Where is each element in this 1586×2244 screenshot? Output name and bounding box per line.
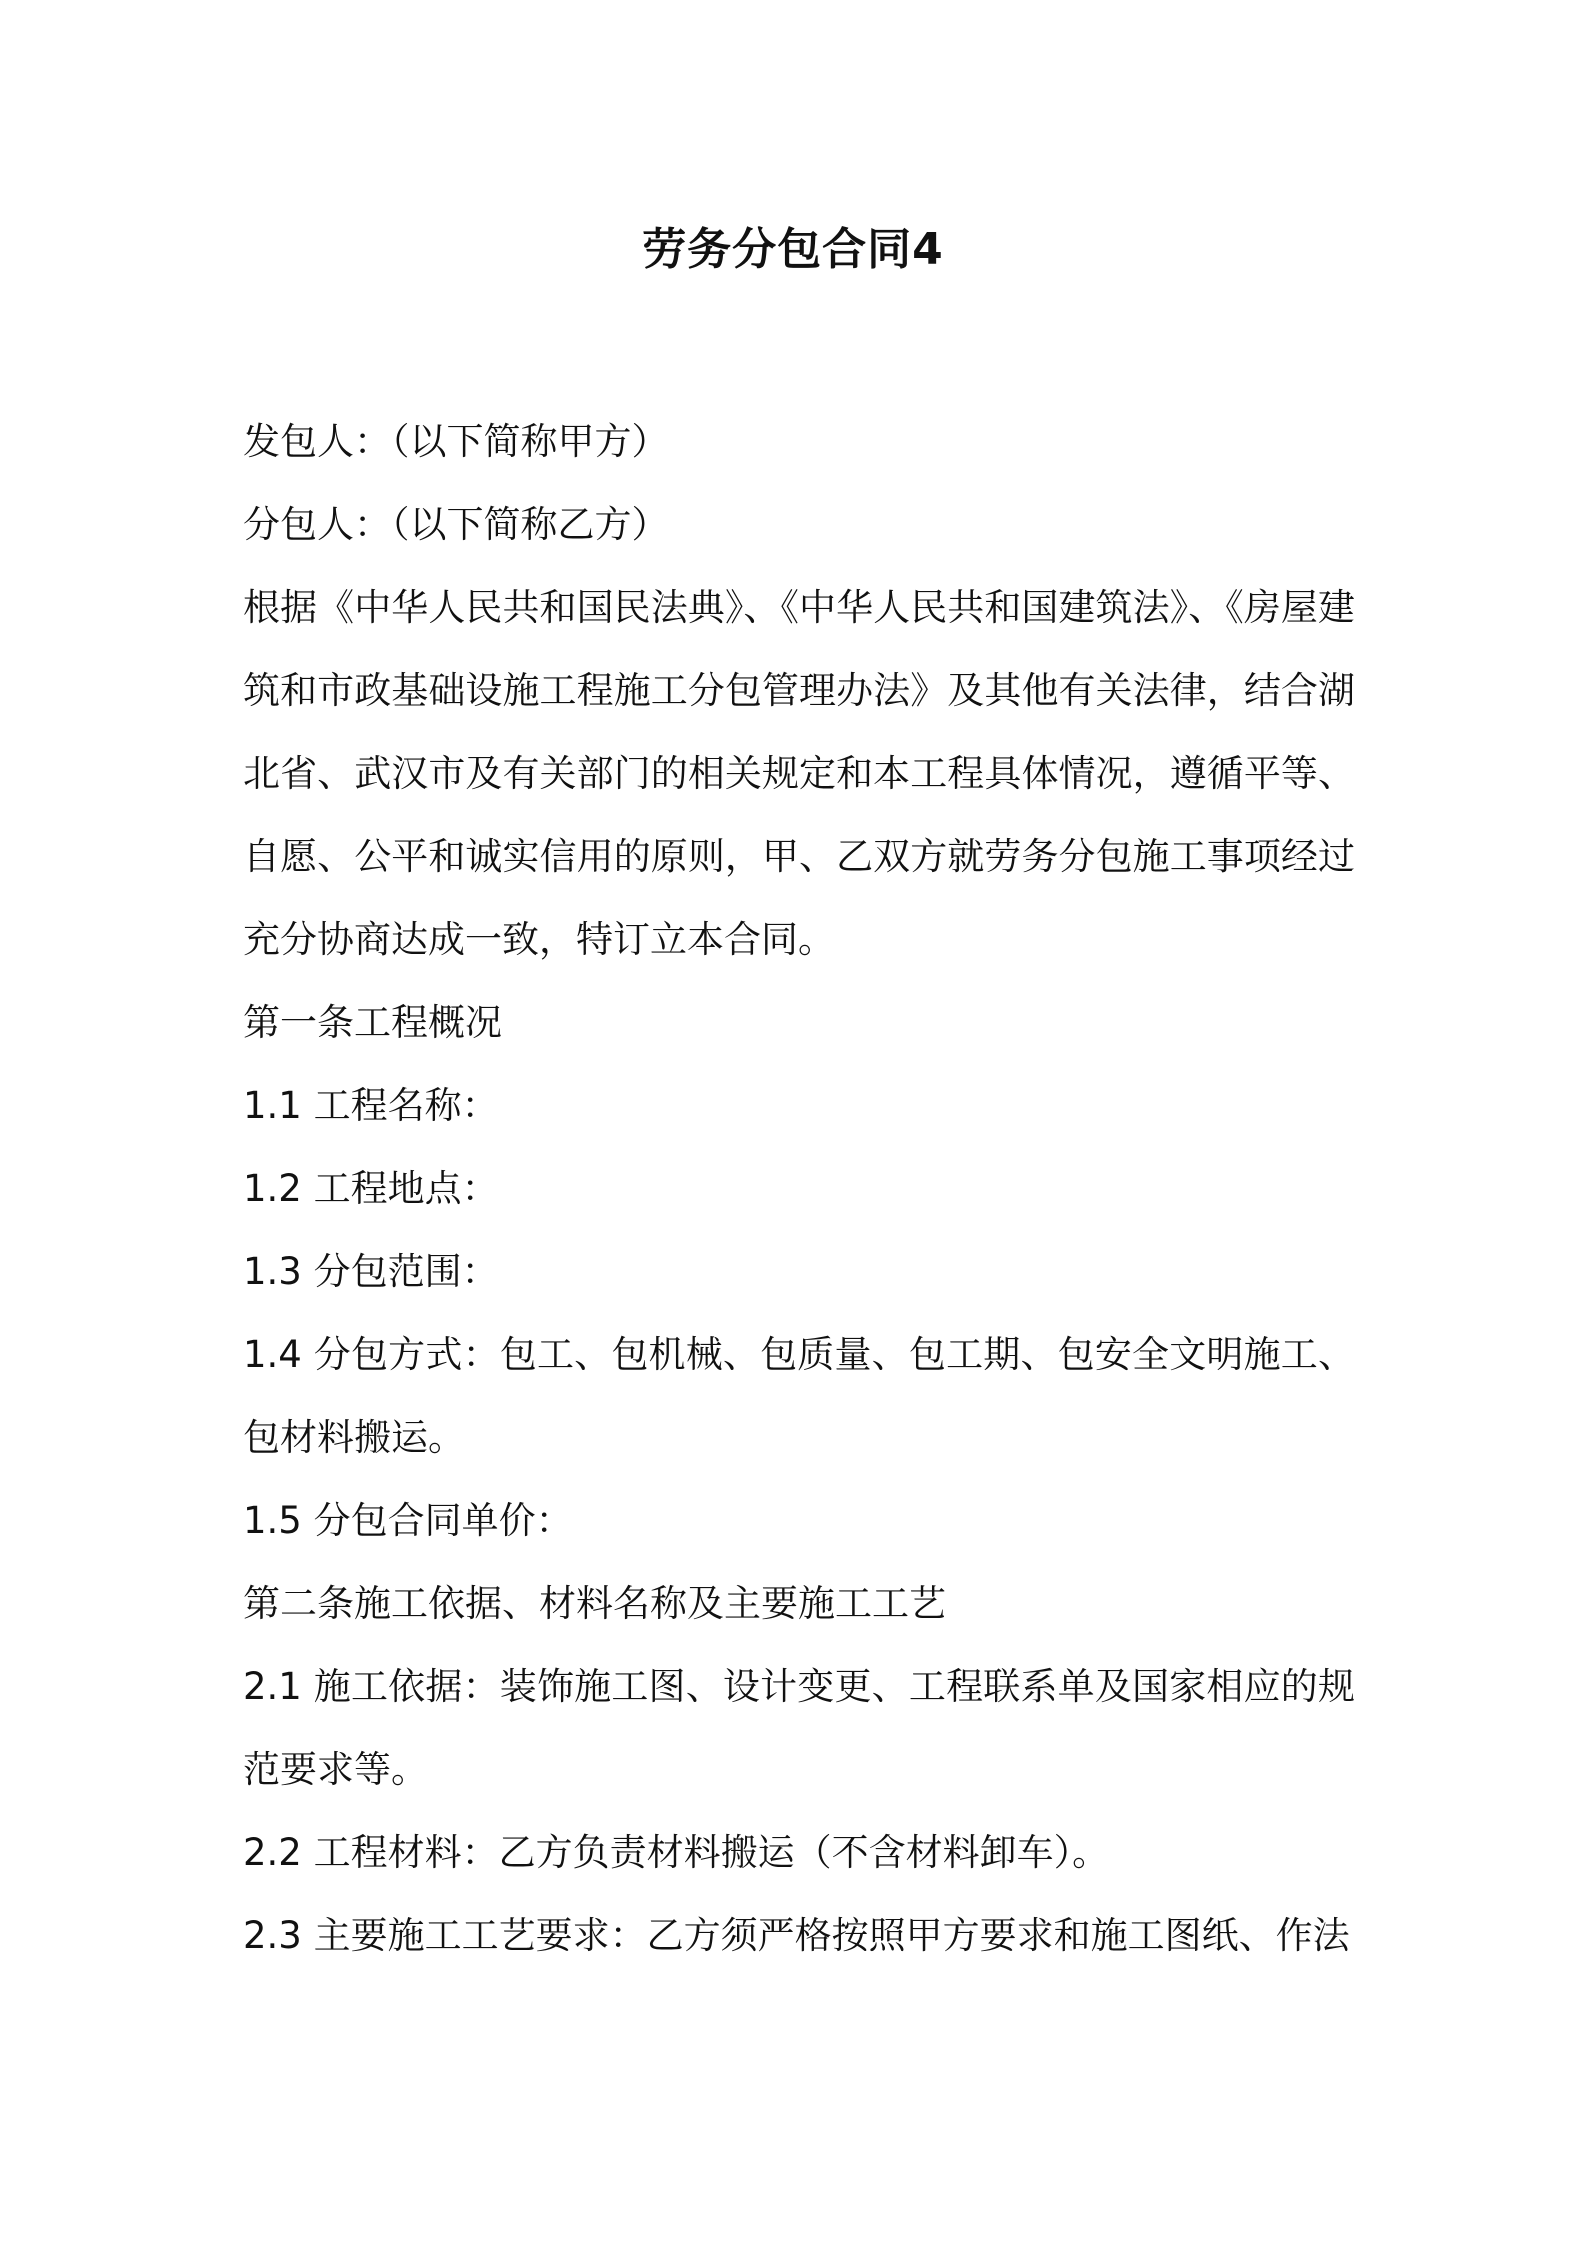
clause-1-4: 1.4 分包方式：包工、包机械、包质量、包工期、包安全文明施工、包材料搬运。	[243, 1333, 1355, 1459]
clause-1-1: 1.1 工程名称：	[243, 1084, 499, 1127]
paragraph-preamble: 根据《中华人民共和国民法典》、《中华人民共和国建筑法》、《房屋建筑和市政基础设施工程施工分包管理办法》及其他有关法律，结合湖北省、武汉市及有关部门的相关规定和本工程具体情况，遵循平等、自愿、公平和诚实信用的原则，甲、乙双方就劳务分包施工事项经过充分协商达成一致，特订立本合同。	[243, 586, 1355, 961]
section-heading-2: 第二条施工依据、材料名称及主要施工工艺	[243, 1582, 946, 1625]
document-title: 劳务分包合同4	[642, 224, 944, 275]
paragraph-subcontractor: 分包人：（以下简称乙方）	[243, 503, 669, 546]
clause-2-3: 2.3 主要施工工艺要求：乙方须严格按照甲方要求和施工图纸、作法	[243, 1914, 1350, 1957]
paragraph-employer: 发包人：（以下简称甲方）	[243, 420, 669, 463]
clause-2-2: 2.2 工程材料：乙方负责材料搬运（不含材料卸车）。	[243, 1831, 1110, 1874]
clause-1-5: 1.5 分包合同单价：	[243, 1499, 573, 1542]
section-heading-1: 第一条工程概况	[243, 1001, 502, 1044]
clause-1-2: 1.2 工程地点：	[243, 1167, 499, 1210]
clause-2-1: 2.1 施工依据：装饰施工图、设计变更、工程联系单及国家相应的规范要求等。	[243, 1665, 1355, 1791]
document-body	[243, 400, 1355, 1977]
clause-1-3: 1.3 分包范围：	[243, 1250, 499, 1293]
